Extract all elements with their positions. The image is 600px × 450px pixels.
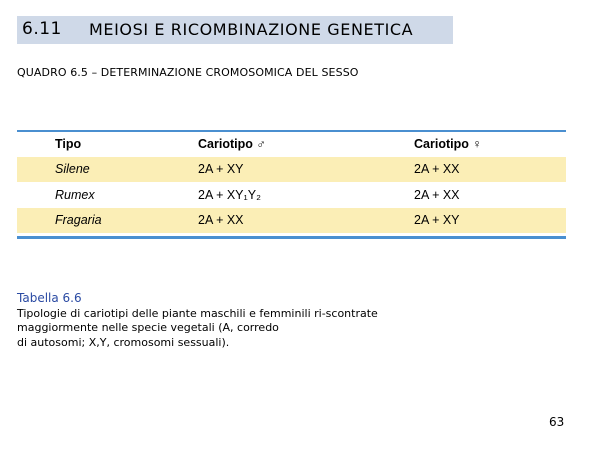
female-karyotype: 2A + XX [414, 188, 460, 202]
box-subtitle: QUADRO 6.5 – DETERMINAZIONE CROMOSOMICA DEL SESSO [17, 66, 359, 79]
species-name: Silene [55, 162, 90, 176]
section-number: 6.11 [22, 19, 62, 39]
section-title: MEIOSI E RICOMBINAZIONE GENETICA [89, 20, 414, 39]
species-name: Fragaria [55, 213, 102, 227]
column-header-female: Cariotipo ♀ [414, 137, 482, 151]
male-karyotype: 2A + XY₁Y₂ [198, 188, 261, 202]
caption-line: di autosomi; X,Y, cromosomi sessuali). [17, 336, 230, 349]
female-karyotype: 2A + XX [414, 162, 460, 176]
table-row [17, 208, 566, 233]
species-name: Rumex [55, 188, 95, 202]
table-row [17, 183, 566, 208]
table-bottom-rule [17, 236, 566, 239]
column-header-male: Cariotipo ♂ [198, 137, 266, 151]
male-karyotype: 2A + XY [198, 162, 244, 176]
caption-title: Tabella 6.6 [17, 291, 82, 305]
male-karyotype: 2A + XX [198, 213, 244, 227]
female-karyotype: 2A + XY [414, 213, 460, 227]
table-row [17, 157, 566, 182]
column-header-tipo: Tipo [55, 137, 82, 151]
karyotype-table [17, 130, 566, 242]
caption-line: Tipologie di cariotipi delle piante maschili e femminili ri-scontrate [17, 307, 378, 320]
table-header-row [17, 132, 566, 156]
caption-line: maggiormente nelle specie vegetali (A, corredo [17, 321, 279, 334]
page-number: 63 [549, 415, 565, 429]
